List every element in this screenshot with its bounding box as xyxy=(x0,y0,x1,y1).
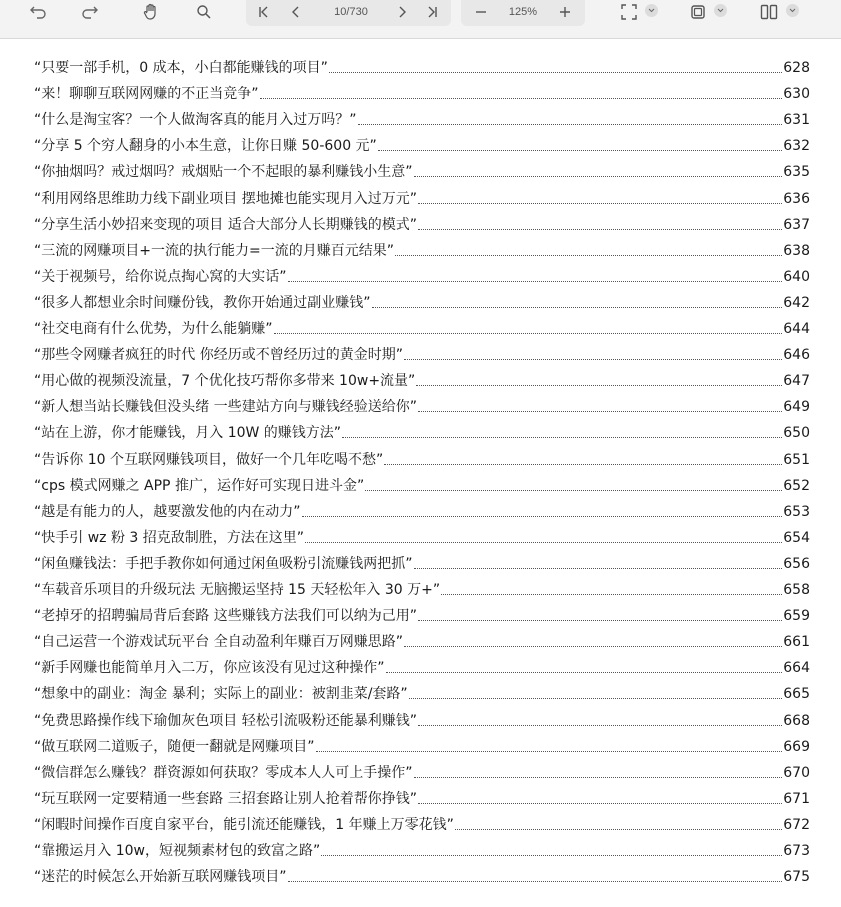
toc-entry[interactable] xyxy=(34,704,810,730)
toc-entry[interactable] xyxy=(34,834,810,860)
toc-dot-leader xyxy=(441,594,782,595)
redo-icon[interactable] xyxy=(80,2,100,22)
toc-entry[interactable] xyxy=(34,756,810,782)
toc-entry-page-number: 654 xyxy=(783,529,810,546)
toc-dot-leader xyxy=(378,150,782,151)
toc-entry-title: “想象中的副业：淘金 暴利；实际上的副业：被割韭菜/套路” xyxy=(34,686,408,703)
toc-entry[interactable] xyxy=(34,782,810,808)
toc-entry-page-number: 635 xyxy=(783,164,810,181)
toc-entry-page-number: 637 xyxy=(783,216,810,233)
toc-entry-page-number: 631 xyxy=(783,112,810,129)
first-page-icon[interactable] xyxy=(255,2,273,22)
toc-entry[interactable] xyxy=(34,155,810,181)
toc-entry[interactable] xyxy=(34,208,810,234)
toc-entry-page-number: 653 xyxy=(783,503,810,520)
toc-entry-title: “迷茫的时候怎么开始新互联网赚钱项目” xyxy=(34,869,287,886)
toc-dot-leader xyxy=(316,751,783,752)
toc-entry-page-number: 671 xyxy=(783,790,810,807)
toc-entry-page-number: 665 xyxy=(783,686,810,703)
layout-dropdown[interactable] xyxy=(786,4,799,17)
toc-entry-title: “cps 模式网赚之 APP 推广，运作好可实现日进斗金” xyxy=(34,477,365,494)
toc-entry-title: “很多人都想业余时间赚份钱，教你开始通过副业赚钱” xyxy=(34,294,371,311)
prev-page-icon[interactable] xyxy=(287,2,305,22)
toc-entry[interactable] xyxy=(34,599,810,625)
toc-entry-title: “你抽烟吗？戒过烟吗？戒烟贴一个不起眼的暴利赚钱小生意” xyxy=(34,164,413,181)
toc-entry-page-number: 642 xyxy=(783,294,810,311)
toc-entry-page-number: 668 xyxy=(783,712,810,729)
toc-entry[interactable] xyxy=(34,234,810,260)
toc-dot-leader xyxy=(418,803,782,804)
toc-dot-leader xyxy=(302,516,783,517)
toc-entry[interactable] xyxy=(34,77,810,103)
toc-entry[interactable] xyxy=(34,182,810,208)
toc-entry-title: “快手引 wz 粉 3 招克敌制胜，方法在这里” xyxy=(34,529,305,546)
toc-entry-page-number: 673 xyxy=(783,843,810,859)
toc-entry[interactable] xyxy=(34,286,810,312)
toc-entry[interactable] xyxy=(34,521,810,547)
next-page-icon[interactable] xyxy=(393,2,411,22)
toc-entry-title: “三流的网赚项目+一流的执行能力=一流的月赚百元结果” xyxy=(34,242,394,259)
toc-dot-leader xyxy=(321,855,782,856)
toc-entry-title: “用心做的视频没流量，7 个优化技巧帮你多带来 10w+流量” xyxy=(34,373,416,390)
toc-entry[interactable] xyxy=(34,625,810,651)
toc-dot-leader xyxy=(384,464,782,465)
toc-dot-leader xyxy=(372,307,783,308)
toc-entry-title: “站在上游，你才能赚钱，月入 10W 的赚钱方法” xyxy=(34,425,342,442)
toolbar xyxy=(0,0,841,39)
toc-entry-title: “玩互联网一定要精通一些套路 三招套路让别人抢着帮你挣钱” xyxy=(34,790,417,807)
toc-dot-leader xyxy=(260,98,783,99)
toc-entry[interactable] xyxy=(34,443,810,469)
toc-dot-leader xyxy=(418,620,782,621)
toc-entry[interactable] xyxy=(34,51,810,77)
toc-entry[interactable] xyxy=(34,547,810,573)
toc-dot-leader xyxy=(418,229,782,230)
toc-entry-page-number: 647 xyxy=(783,373,810,390)
toc-entry-title: “新手网赚也能简单月入二万，你应该没有见过这种操作” xyxy=(34,660,385,677)
toc-dot-leader xyxy=(288,881,783,882)
toc-entry-title: “什么是淘宝客？一个人做淘客真的能月入过万吗？” xyxy=(34,112,357,129)
toc-entry-title: “告诉你 10 个互联网赚钱项目，做好一个几年吃喝不愁” xyxy=(34,451,384,468)
toc-entry-title: “来！聊聊互联网网赚的不正当竞争” xyxy=(34,86,259,103)
fit-page-dropdown[interactable] xyxy=(645,4,658,17)
fit-page-icon[interactable] xyxy=(619,2,639,22)
hand-icon[interactable] xyxy=(141,2,161,22)
toc-entry[interactable] xyxy=(34,260,810,286)
toc-entry-page-number: 630 xyxy=(783,86,810,103)
toc-entry-page-number: 646 xyxy=(783,347,810,364)
toc-dot-leader xyxy=(404,359,782,360)
toc-entry-title: “社交电商有什么优势，为什么能躺赚” xyxy=(34,321,273,337)
toc-entry-page-number: 661 xyxy=(783,634,810,651)
toc-entry-page-number: 659 xyxy=(783,608,810,625)
toc-dot-leader xyxy=(365,490,782,491)
toc-entry-page-number: 649 xyxy=(783,399,810,416)
rotate-icon[interactable] xyxy=(688,2,708,22)
toc-entry-page-number: 632 xyxy=(783,138,810,155)
toc-dot-leader xyxy=(409,698,783,699)
toc-entry[interactable] xyxy=(34,573,810,599)
toc-entry-page-number: 650 xyxy=(783,425,810,442)
toc-entry-title: “分享生活小妙招来变现的项目 适合大部分人长期赚钱的模式” xyxy=(34,216,417,233)
toc-entry[interactable] xyxy=(34,338,810,364)
toc-entry-page-number: 640 xyxy=(783,268,810,285)
toc-entry-page-number: 651 xyxy=(783,451,810,468)
toc-entry-title: “闲暇时间操作百度自家平台，能引流还能赚钱，1 年赚上万零花钱” xyxy=(34,816,454,833)
toc-dot-leader xyxy=(342,437,782,438)
two-page-icon[interactable] xyxy=(759,2,779,22)
toc-entry[interactable] xyxy=(34,808,810,834)
toc-dot-leader xyxy=(416,385,782,386)
toc-entry[interactable] xyxy=(34,651,810,677)
toc-entry-title: “分享 5 个穷人翻身的小本生意，让你日赚 50-600 元” xyxy=(34,138,377,155)
toc-entry[interactable] xyxy=(34,129,810,155)
toc-dot-leader xyxy=(274,333,783,334)
toc-entry-title: “利用网络思维助力线下副业项目 摆地摊也能实现月入过万元” xyxy=(34,190,417,207)
toc-entry-page-number: 669 xyxy=(783,738,810,755)
search-icon[interactable] xyxy=(194,2,214,22)
toc-entry-page-number: 644 xyxy=(783,321,810,337)
toc-entry-page-number: 638 xyxy=(783,242,810,259)
toc-entry-title: “只要一部手机，0 成本，小白都能赚钱的项目” xyxy=(34,60,328,76)
toc-dot-leader xyxy=(386,672,783,673)
toc-dot-leader xyxy=(395,255,782,256)
toc-entry[interactable] xyxy=(34,103,810,129)
toc-dot-leader xyxy=(455,829,782,830)
toc-entry-title: “关于视频号，给你说点掏心窝的大实话” xyxy=(34,268,287,285)
toc-dot-leader xyxy=(418,203,782,204)
toc-entry[interactable] xyxy=(34,390,810,416)
toc-dot-leader xyxy=(358,124,783,125)
toc-dot-leader xyxy=(404,646,782,647)
zoom-out-icon[interactable] xyxy=(472,2,490,22)
toc-entry[interactable] xyxy=(34,495,810,521)
toc-dot-leader xyxy=(414,777,783,778)
document-page xyxy=(0,39,816,907)
toc-entry-title: “老掉牙的招聘骗局背后套路 这些赚钱方法我们可以纳为己用” xyxy=(34,608,417,625)
toc-entry-title: “做互联网二道贩子，随便一翻就是网赚项目” xyxy=(34,738,315,755)
toc-entry-page-number: 672 xyxy=(783,816,810,833)
toc-dot-leader xyxy=(329,72,782,73)
toc-entry-page-number: 670 xyxy=(783,764,810,781)
toc-entry-page-number: 636 xyxy=(783,190,810,207)
zoom-in-icon[interactable] xyxy=(556,2,574,22)
toc-dot-leader xyxy=(418,725,782,726)
toc-entry[interactable] xyxy=(34,677,810,703)
toc-entry[interactable] xyxy=(34,469,810,495)
toc-entry[interactable] xyxy=(34,730,810,756)
toc-dot-leader xyxy=(414,176,783,177)
undo-icon[interactable] xyxy=(28,2,48,22)
page-indicator[interactable]: 10/730 xyxy=(334,6,368,18)
toc-entry-title: “车载音乐项目的升级玩法 无脑搬运坚持 15 天轻松年入 30 万+” xyxy=(34,582,441,598)
toc-entry-title: “闲鱼赚钱法：手把手教你如何通过闲鱼吸粉引流赚钱两把抓” xyxy=(34,555,413,572)
zoom-level[interactable]: 125% xyxy=(508,6,538,18)
toc-entry[interactable] xyxy=(34,860,810,886)
toc-entry-title: “靠搬运月入 10w，短视频素材包的致富之路” xyxy=(34,843,321,859)
toc-dot-leader xyxy=(414,568,783,569)
toc-dot-leader xyxy=(288,281,783,282)
toc-entry-title: “自己运营一个游戏试玩平台 全自动盈利年赚百万网赚思路” xyxy=(34,634,403,651)
toc-entry[interactable] xyxy=(34,364,810,390)
toc-entry-title: “免费思路操作线下瑜伽灰色项目 轻松引流吸粉还能暴利赚钱” xyxy=(34,712,417,729)
scroll-area[interactable] xyxy=(816,39,841,907)
toc-entry[interactable] xyxy=(34,312,810,338)
toc-entry-page-number: 658 xyxy=(783,582,810,598)
toc-dot-leader xyxy=(305,542,782,543)
toc-entry-title: “新人想当站长赚钱但没头绪 一些建站方向与赚钱经验送给你” xyxy=(34,399,417,416)
toc-dot-leader xyxy=(418,411,782,412)
toc-entry-page-number: 656 xyxy=(783,555,810,572)
toc-entry-title: “越是有能力的人，越要激发他的内在动力” xyxy=(34,503,301,520)
toc-entry-title: “微信群怎么赚钱？群资源如何获取？零成本人人可上手操作” xyxy=(34,764,413,781)
toc-entry[interactable] xyxy=(34,416,810,442)
view-mode-dropdown[interactable] xyxy=(714,4,727,17)
last-page-icon[interactable] xyxy=(423,2,441,22)
toc-entry-page-number: 628 xyxy=(783,60,810,76)
toc-entry-page-number: 652 xyxy=(783,477,810,494)
toc-entry-page-number: 664 xyxy=(783,660,810,677)
toc-entry-page-number: 675 xyxy=(783,869,810,886)
toc-entry-title: “那些令网赚者疯狂的时代 你经历或不曾经历过的黄金时期” xyxy=(34,347,403,364)
